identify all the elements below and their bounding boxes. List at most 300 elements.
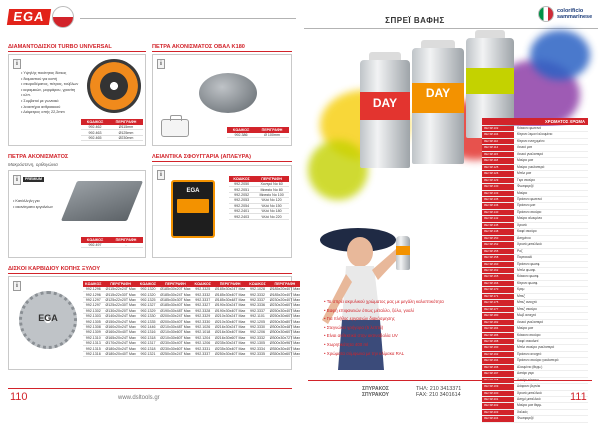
color-name: Λευκό ματ (514, 145, 588, 150)
feature-item: • Χωρητικότητα 400 ml (324, 341, 444, 350)
color-name: Χρυσό (514, 223, 588, 228)
cell: 992.1330 (138, 314, 158, 319)
color-name: Χαλκός (514, 410, 588, 415)
cell: 992.3325 (193, 287, 213, 292)
cell: Ø210x30x48T Max (160, 325, 191, 330)
color-name: Φωσφοριζέ (514, 416, 588, 421)
logo-line: sammarinese (557, 14, 593, 20)
cell: 992.1018 (193, 330, 213, 335)
feature-item: • Για πλήθος εργασιών διακόσμησης (324, 315, 444, 324)
color-name: Ασημένιο (514, 236, 588, 241)
cell: 992.3336 (247, 303, 267, 308)
color-code: 992.SP.170 (482, 287, 514, 292)
diamond-disc-image (87, 59, 141, 113)
footer-fax: FAX: 210 3401614 (416, 392, 461, 399)
premium-badge: PREMIUM (25, 177, 42, 181)
greek-flag-icon (52, 6, 74, 28)
color-code: 992.SP.130 (482, 184, 514, 189)
cell: 992.1028 (247, 287, 267, 292)
footer-brand-line: ΣΠΥΡΑΚΟΣ (362, 386, 389, 392)
sanding-title: ΛΕΙΑΝΤΙΚΑ ΣΦΟΥΓΓΑΡΙΑ (ΑΠΛΕΥΡΑ) (152, 154, 251, 160)
color-code: 992.SP.175 (482, 300, 514, 305)
th: ΚΩΔΙΚΟΣ (85, 281, 102, 286)
oval-stone-title: ΠΕΤΡΑ ΑΚΟΝΙΣΜΑΤΟΣ ΟΒΑΛ Κ180 (152, 44, 245, 50)
color-name: Πράσινο σκούρο (514, 210, 588, 215)
color-code: 992.SP.203 (482, 410, 514, 415)
pack-band (177, 199, 209, 213)
cell: Ø125x22x30T Max (105, 303, 136, 308)
cell: Ø115x22x24T Max (103, 287, 137, 292)
cell: 992.1205 (247, 319, 267, 324)
color-code: 992.SP.180 (482, 313, 514, 318)
color-code: 992.SP.150 (482, 236, 514, 241)
cell: 992.1318 (138, 346, 158, 351)
color-name: Μπλε φωσφ. (514, 268, 588, 273)
bullet: • ακονίσματα εργαλείων (13, 205, 53, 211)
saw-blades-panel (8, 276, 301, 370)
th: ΚΩΔΙΚΟΣ (249, 281, 266, 286)
th: ΚΩΔΙΚΟΣ (194, 281, 211, 286)
color-name: Κόκκινο φωτεινό (514, 126, 588, 131)
cell: 992.1327 (138, 303, 158, 308)
info-icon: i (13, 59, 21, 69)
cell: 992.1296 (83, 287, 103, 292)
cell: Χοντρό Νο 60 (254, 182, 289, 187)
th: ΚΩΔΙΚΟΣ (81, 237, 109, 243)
cell: 992.1310 (83, 335, 103, 340)
colors-table-header: ΧΡΩΜΑΤΟΣ ΧΡΩΜΑ (482, 118, 588, 125)
th: ΠΕΡΙΓΡΑΦΗ (103, 281, 137, 287)
color-code: 992.SP.133 (482, 191, 514, 196)
case-icon (161, 119, 189, 137)
cell: Ø230x30x40T Max (160, 341, 191, 346)
cell: Ø230x30x60T Max (160, 346, 191, 351)
cell: 992.2054 (229, 203, 254, 208)
color-code: 992.SP.125 (482, 165, 514, 170)
info-icon: i (13, 281, 21, 291)
diamond-bullets (21, 71, 83, 116)
cell: 992.462 (81, 125, 109, 130)
sanding-pack-image (171, 180, 215, 238)
cell: 992.1309 (83, 330, 103, 335)
cell: Ø 100mm (255, 133, 289, 138)
cell: Ø185x20x40T Max (269, 292, 301, 297)
cell: 992.1329 (138, 308, 158, 313)
can-cap (475, 30, 506, 38)
color-name: Κίτρινο φωσφ. (514, 281, 588, 286)
ega-logo: EGA (7, 9, 51, 25)
left-page (0, 0, 300, 414)
feature-item: • Βαφή επιφανειών όπως μέταλλο, ξύλο, γυαλί (324, 307, 444, 316)
can-label: DAY (372, 95, 398, 110)
cell: Ø140x20x24T Max (105, 314, 136, 319)
cell: 992.2051 (229, 187, 254, 192)
feature-list (324, 298, 444, 358)
color-name: Μωβ ανοιχτό (514, 313, 588, 318)
italian-flag-icon (538, 6, 554, 22)
color-name: Μαύρο ματ θερμ. (514, 403, 588, 408)
cell: Ø185x30x40T Max (214, 292, 246, 297)
th: ΚΩΔΙΚΟΣ (81, 119, 109, 125)
sharpening-stone-subtitle: Μακρόστενη, ορθογώνια (8, 162, 58, 167)
cell: 992.1316 (138, 330, 158, 335)
cell: Ψιλό Νο 220 (254, 214, 289, 219)
color-name: Μαύρο γυαλιστερό (514, 165, 588, 170)
color-code: 992.SP.199 (482, 384, 514, 389)
cell: Ø216x30x60T Max (214, 335, 246, 340)
cell: Ø185x30x20T Max (160, 287, 191, 292)
color-code: 992.SP.129 (482, 178, 514, 183)
th: ΠΕΡΙΓΡΑΦΗ (254, 176, 289, 182)
color-code: 992.SP.145 (482, 223, 514, 228)
color-code: 992.SP.126 (482, 171, 514, 176)
cell: 992.3335 (247, 351, 267, 356)
paint-splash (530, 30, 590, 80)
cell: 992.386 (227, 133, 255, 138)
logo-line: colorificio (557, 8, 584, 14)
cell: 992.1321 (138, 351, 158, 356)
color-code: 992.SP.142 (482, 216, 514, 221)
sharpening-bullets (13, 199, 53, 210)
cell: 992.1305 (83, 319, 103, 324)
cell: Ø200x30x40T Max (160, 319, 191, 324)
cell: 992.1446 (138, 324, 158, 329)
diamond-table (81, 119, 143, 141)
cell: Ø125x22x20T Max (105, 298, 136, 303)
cell: 992.2050 (229, 182, 254, 187)
color-name: Κόκκινο σκούρο (514, 333, 588, 338)
table-row (227, 133, 289, 138)
page-number: 110 (10, 391, 28, 403)
oval-stone-table (227, 127, 289, 138)
footer-contact (416, 386, 461, 399)
cell: Ø216x30x40T Max (214, 330, 246, 335)
bullet: • Διάμετρος οπής 22,2mm (21, 110, 83, 116)
color-row (482, 416, 588, 422)
cell: Ø190x30x48T Max (160, 308, 191, 313)
color-name: Κόκκινο φωσφ. (514, 274, 588, 279)
sanding-table (229, 176, 289, 220)
color-name: Χρυσό μεταλλικό (514, 242, 588, 247)
oval-stone-image (199, 73, 257, 113)
th: ΠΕΡΙΓΡΑΦΗ (268, 281, 302, 287)
cell: 992.1308 (83, 324, 103, 329)
color-name: Μαύρο ματ (514, 158, 588, 163)
cell: Ø115x22x30T Max (103, 292, 137, 297)
info-icon: i (13, 175, 21, 185)
bullet: • Συμβατοί με γωνιακό (21, 99, 83, 105)
cell: Ø190x30x40T Max (214, 308, 246, 313)
th: ΠΕΡΙΓΡΑΦΗ (158, 281, 192, 287)
cell: 992.3334 (247, 346, 267, 351)
can-cap (421, 40, 454, 48)
color-name: Μπλε σκούρο γυαλιστερό (514, 345, 588, 350)
cell: Ø210x30x40T Max (214, 319, 246, 324)
cell: 992.1316 (83, 351, 103, 356)
cell: 992.1335 (138, 319, 158, 324)
cell: 992.1318 (138, 335, 158, 340)
color-code: 992.SP.196 (482, 365, 514, 370)
cell: 992.463 (81, 130, 109, 135)
color-code: 992.SP.190 (482, 345, 514, 350)
cell: 992.1026 (193, 324, 213, 329)
th: ΠΕΡΙΓΡΑΦΗ (109, 237, 143, 243)
right-page (300, 0, 600, 421)
feature-item: • Τα σπρέι ακρυλικού χρώματος μας με μεγάλη καλυπτικότητα (324, 298, 444, 307)
cell: 992.465 (81, 135, 109, 140)
color-code: 992.SP.102 (482, 126, 514, 131)
cell: Ø170x20x24T Max (105, 341, 136, 346)
cell: Ø160x20x24T Max (105, 325, 136, 330)
section-rule (8, 273, 292, 274)
cell: Ψιλό Νο 150 (254, 203, 289, 208)
cell: Ø250x30x40T Max (269, 308, 301, 313)
cell: Ø185x20x40T Max (269, 287, 301, 292)
cell: - (109, 243, 143, 248)
sharpening-stone-panel (8, 170, 146, 258)
cell: 992.2052 (229, 192, 254, 197)
th: ΚΩΔΙΚΟΣ (139, 281, 157, 286)
color-code: 992.SP.192 (482, 352, 514, 357)
color-name: Φωσφοριζέ (514, 184, 588, 189)
color-code: 992.SP.136 (482, 203, 514, 208)
color-code: 992.SP.104 (482, 132, 514, 137)
th: ΚΩΔΙΚΟΣ (229, 176, 254, 182)
color-code: 992.SP.177 (482, 307, 514, 312)
table-row (81, 135, 143, 140)
color-name: Πράσινο φωσφ. (514, 262, 588, 267)
footer-tel: ΤΗΛ: 210 3413371 (416, 386, 462, 392)
cell: Ø190x30x24T Max (214, 303, 246, 308)
color-code: 992.SP.118 (482, 158, 514, 163)
color-name: Λευκό γυαλιστερό (514, 152, 588, 157)
header-rule (304, 28, 598, 29)
color-code: 992.SP.171 (482, 294, 514, 299)
cell: 992.3331 (193, 346, 213, 351)
color-name: Αλουμίνιο (θερμ.) (514, 365, 588, 370)
cell: Μεσαίο Νο 80 (254, 187, 289, 192)
color-name: Μαύρο (514, 191, 588, 196)
color-code: 992.SP.155 (482, 249, 514, 254)
spray-can-image (360, 60, 410, 168)
cell: 992.1296 (83, 292, 103, 297)
color-code: 992.SP.160 (482, 262, 514, 267)
small-spray-can-image (396, 236, 410, 270)
cell: Ø210x30x60T Max (160, 330, 191, 335)
cell: 992.1302 (83, 308, 103, 313)
cell: 992.3332 (193, 292, 213, 297)
color-name: Μαύρο αλουμίνιο (514, 216, 588, 221)
cell: Ø250x30x80T Max (269, 319, 301, 324)
cell: Ø235x30x24T Max (214, 341, 246, 346)
th: ΠΕΡΙΓΡΑΦΗ (213, 281, 247, 287)
bullet: • διαμαντιού για κοπή (21, 77, 83, 83)
color-code: 992.SP.140 (482, 210, 514, 215)
cell: 992.3330 (193, 319, 213, 324)
cell: Ø300x30x48T Max (269, 325, 301, 330)
cell: 992.3328 (193, 308, 213, 313)
cell: 992.2053 (229, 198, 254, 203)
header-rule (80, 18, 296, 19)
info-icon: i (157, 59, 165, 69)
cell: 992.3337 (193, 351, 213, 356)
section-rule (152, 161, 292, 162)
cell: Ø185x30x40T Max (160, 303, 191, 308)
feature-item: • Χρώματα σύμφωνα με την κλίμακα RAL (324, 350, 444, 359)
can-cap (369, 52, 401, 60)
info-icon: i (157, 170, 165, 180)
bullet: • κλπ. (21, 93, 83, 99)
color-code: 992.SP.110 (482, 139, 514, 144)
cell: Ø125mm (109, 130, 143, 135)
cell: Ø250x30x24T Max (160, 351, 191, 356)
cell: Ø210x30x24T Max (214, 314, 246, 319)
color-name: Κίτρινο ενισχυμένο (514, 139, 588, 144)
color-code: 992.SP.166 (482, 281, 514, 286)
color-code: 992.SP.114 (482, 145, 514, 150)
cell: Ø230mm (109, 135, 143, 140)
colorificio-logo (557, 8, 592, 20)
table-row (81, 243, 143, 248)
cell: 992.3337 (247, 297, 267, 302)
color-code: 992.SP.188 (482, 339, 514, 344)
color-name: Μπεζ (514, 294, 588, 299)
pack-label: EGA (186, 188, 200, 194)
cell: 992.3329 (193, 314, 213, 319)
cell: 992.3337 (193, 297, 213, 302)
cell: Ø230x20x40T Max (269, 298, 301, 303)
cell: 992.1305 (247, 341, 267, 346)
color-name: Μαύρο ματ (514, 326, 588, 331)
cell: 992.1303 (83, 314, 103, 319)
cell: 992.1206 (193, 341, 213, 346)
can-label: DAY (425, 86, 451, 101)
color-name: Κίτρινο λεμονί αλουμίνιο (514, 132, 588, 137)
cell: 992.3332 (247, 335, 267, 340)
color-code: 992.SP.184 (482, 326, 514, 331)
cell: 992.1297 (83, 297, 103, 302)
footer-rule (308, 380, 592, 381)
sanding-panel (152, 165, 292, 258)
cell: 992.1313 (83, 341, 103, 346)
table-row (83, 351, 302, 356)
cell: 992.2401 (229, 209, 254, 214)
cell: Ø300x30x60T Max (269, 330, 301, 335)
color-code: 992.SP.204 (482, 416, 514, 421)
sharpening-stone-table (81, 237, 143, 248)
section-rule (152, 51, 292, 52)
cell: Ø115mm (109, 125, 143, 130)
cell: 992.1204 (193, 335, 213, 340)
cell: 992.2403 (229, 214, 254, 219)
diamond-section-title: ΔΙΑΜΑΝΤΟΔΙΣΚΟΙ TURBO UNIVERSAL (8, 44, 112, 50)
cell: Ø180x20x40T Max (105, 351, 136, 356)
cell: Ø130x20x20T Max (105, 308, 136, 313)
table-row (229, 192, 289, 197)
th: ΠΕΡΙΓΡΑΦΗ (255, 127, 289, 133)
sharpening-stone-image (61, 181, 143, 221)
color-code: 992.SP.202 (482, 403, 514, 408)
bullet: • Κατάλληλη για (13, 199, 53, 205)
color-name: Πράσινο ματ (514, 203, 588, 208)
color-code: 992.SP.201 (482, 397, 514, 402)
bullet: • κεραμικών, μαρμάρου, γρανίτη (21, 88, 83, 94)
cell: 992.1317 (138, 341, 158, 346)
saw-blades-title: ΔΙΣΚΟΙ ΚΑΡΒΙΔΙΟΥ ΚΟΠΗΣ ΞΥΛΟΥ (8, 266, 101, 272)
bullet: • Υψηλής ποιότητας δίσκος (21, 71, 83, 77)
cell: Ø185x30x30T Max (160, 298, 191, 303)
cell: 992.1320 (138, 292, 158, 297)
color-name: Λευκό γυαλιστερό (514, 320, 588, 325)
colors-table (482, 126, 588, 423)
color-code: 992.SP.186 (482, 333, 514, 338)
cell: Ø210x30x60T Max (160, 335, 191, 340)
footer-rule (8, 388, 292, 389)
cell: Ø180x20x24T Max (105, 346, 136, 351)
cell: 992.1320 (138, 287, 158, 292)
color-name: Πορτοκαλί (514, 255, 588, 260)
cell: 992.1325 (138, 297, 158, 302)
color-code: 992.SP.115 (482, 152, 514, 157)
cell: 992.3330 (247, 324, 267, 329)
color-code: 992.SP.162 (482, 268, 514, 273)
sharpening-stone-title: ΠΕΤΡΑ ΑΚΟΝΙΣΜΑΤΟΣ (8, 154, 69, 160)
saw-blade-label: EGA (38, 313, 58, 323)
section-rule (8, 51, 146, 52)
cell: 992.1206 (247, 330, 267, 335)
color-name: Κρεμ (514, 287, 588, 292)
color-name: Μπεζ ανοιχτό (514, 300, 588, 305)
cell: Μεσαίο Νο 100 (254, 192, 289, 197)
color-name: Πράσινο σκούρο γυαλιστερό (514, 358, 588, 363)
color-name: Πράσινο φωτεινό (514, 197, 588, 202)
th: ΚΩΔΙΚΟΣ (227, 127, 255, 133)
footer-brand (362, 386, 389, 398)
color-name: Καφέ σκούρο (514, 229, 588, 234)
cell: Ø165x20x24T Max (105, 335, 136, 340)
color-name: Καφέ σοκολατί (514, 339, 588, 344)
color-name: Ασημί μεταλλικό (514, 397, 588, 402)
color-name: Μπεζ σκούρο (514, 307, 588, 312)
feature-item: • Στεγνώνει γρήγορα (5 λεπτά) (324, 324, 444, 333)
cell: Ø200x30x24T Max (160, 314, 191, 319)
bullet: • λειαντήρα ανθρακικού (21, 105, 83, 111)
cell: Ψιλό Νο 180 (254, 209, 289, 214)
can-band (396, 246, 410, 255)
cell: Ψιλό Νο 120 (254, 198, 289, 203)
cell: Ø185x30x24T Max (160, 292, 191, 297)
color-name: Γκρι σκούρο (514, 178, 588, 183)
cell: Ø150x20x24T Max (105, 319, 136, 324)
cell: Ø230x20x60T Max (269, 303, 301, 308)
color-name: Χρυσό μεταλλικό (514, 391, 588, 396)
cell: 992.1101 (247, 314, 267, 319)
cell: 992.1315 (83, 346, 103, 351)
cell: Ø235x30x40T Max (214, 346, 246, 351)
footer-brand-line: ΣΠΥΡΑΚΟΥ (362, 392, 389, 398)
bullet: • σκυροδέματος, πέτρας, τούβλων (21, 82, 83, 88)
can-band (466, 68, 514, 94)
feature-item: • Είναι ανθεκτικά στην ακτινοβολία UV (324, 332, 444, 341)
cell: Ø250x30x60T Max (269, 314, 301, 319)
footer-url: www.dsltools.gr (118, 395, 160, 401)
cell: Ø350x30x40T Max (269, 346, 301, 351)
color-code: 992.SP.197 (482, 371, 514, 376)
color-name: Πράσινο ανοιχτό (514, 352, 588, 357)
cell: 992.497 (81, 243, 109, 248)
color-code: 992.SP.194 (482, 358, 514, 363)
color-name: Αστάρι γκρι (514, 371, 588, 376)
